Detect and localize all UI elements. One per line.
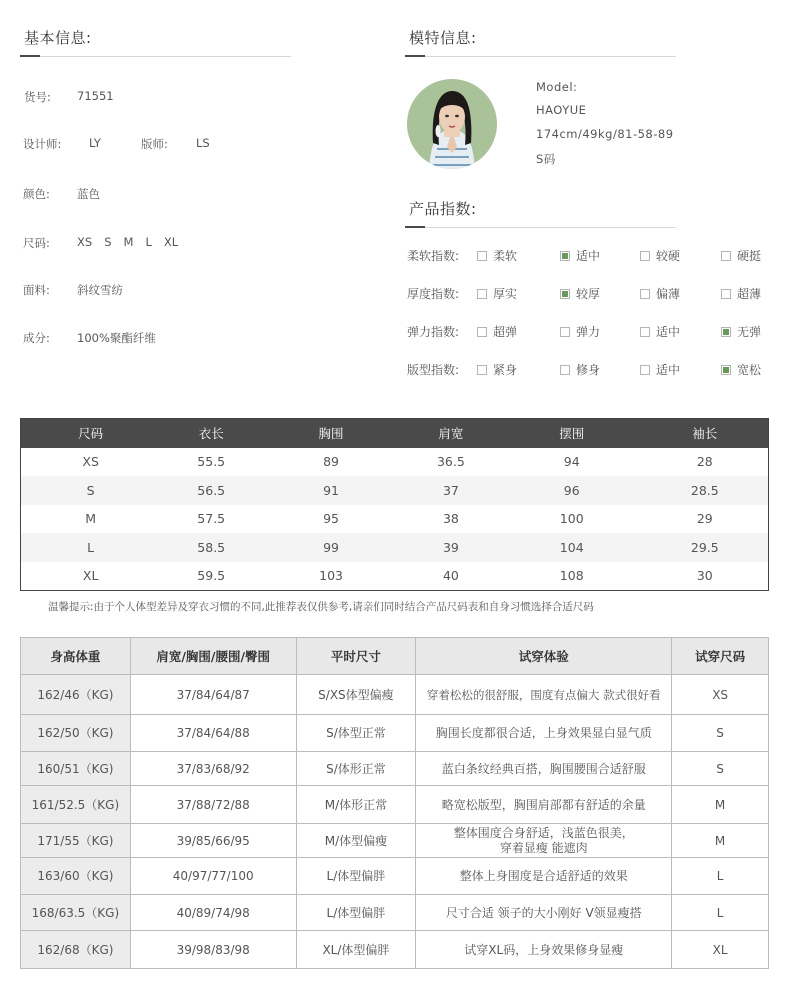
index-option[interactable]: 修身 (560, 361, 600, 378)
table-cell: 104 (502, 533, 642, 562)
table-cell: 40/97/77/100 (130, 858, 296, 895)
checkbox-icon (721, 289, 731, 299)
table-cell: 91 (262, 476, 400, 505)
basic-info-divider (20, 56, 291, 57)
size-label: 尺码: (23, 236, 50, 250)
table-cell: 穿着松松的很舒服，围度有点偏大 款式很好看 (416, 675, 672, 715)
table-cell: 蓝白条纹经典百搭，胸围腰围合适舒服 (416, 752, 672, 786)
composition-value: 100%聚酯纤维 (77, 331, 156, 345)
table-cell: L/体型偏胖 (296, 895, 416, 931)
table-cell: 57.5 (197, 511, 226, 527)
table-cell: L (672, 858, 769, 895)
table-cell: L/体型偏胖 (296, 858, 416, 895)
index-option[interactable]: 超薄 (721, 285, 761, 302)
model-avatar (407, 79, 497, 169)
table-row (21, 476, 769, 505)
model-info-divider (405, 56, 676, 57)
table-cell: 整体围度合身舒适，浅蓝色很美， 穿着显瘦 能遮肉 (416, 824, 672, 858)
pattern-maker-label: 版师: (141, 137, 168, 151)
table-cell: S (21, 476, 161, 505)
checkbox-checked-icon (721, 327, 731, 337)
checkbox-icon (560, 327, 570, 337)
table-cell: 37 (400, 476, 502, 505)
designer-label: 设计师: (23, 137, 62, 151)
table-cell: XL/体型偏胖 (296, 931, 416, 969)
checkbox-checked-icon (560, 251, 570, 261)
table-cell: 94 (563, 454, 580, 470)
color-row (23, 186, 100, 202)
index-option[interactable]: 较厚 (560, 285, 600, 302)
index-label: 厚度指数: (407, 287, 460, 301)
product-index-accent (405, 226, 425, 228)
table-cell: 160/51（KG) (21, 752, 131, 786)
checkbox-icon (640, 327, 650, 337)
checkbox-icon (640, 365, 650, 375)
table-cell: 试穿XL码，上身效果修身显瘦 (416, 931, 672, 969)
column-header: 试穿尺码 (672, 638, 769, 675)
table-cell: 37/88/72/88 (130, 786, 296, 824)
basic-info-title: 基本信息: (24, 29, 92, 47)
table-cell: 108 (559, 568, 584, 583)
index-label: 弹力指数: (407, 325, 460, 339)
model-measurements: 174cm/49kg/81-58-89 (536, 127, 674, 141)
column-header: 袖长 (642, 419, 769, 448)
index-option[interactable]: 适中 (640, 361, 680, 378)
table-row (21, 895, 769, 931)
table-cell: 37/83/68/92 (130, 752, 296, 786)
table-cell: 162/50（KG) (21, 715, 131, 752)
pattern-maker-value: LS (196, 136, 210, 150)
checkbox-icon (560, 365, 570, 375)
model-info-title: 模特信息: (409, 29, 477, 47)
index-option[interactable]: 宽松 (721, 361, 761, 378)
checkbox-icon (477, 327, 487, 337)
table-cell: 37/84/64/87 (130, 675, 296, 715)
composition-label: 成分: (23, 331, 50, 345)
table-cell: XL (672, 931, 769, 969)
table-row (21, 505, 769, 534)
index-row-softness (407, 247, 777, 267)
index-option[interactable]: 厚实 (477, 285, 517, 302)
table-cell: M (672, 786, 769, 824)
table-cell: 58.5 (160, 533, 262, 562)
model-portrait-icon (407, 79, 497, 169)
checkbox-icon (477, 365, 487, 375)
table-cell: M (85, 511, 97, 527)
table-cell: 40/89/74/98 (130, 895, 296, 931)
table-cell: S/体形正常 (296, 752, 416, 786)
table-cell: 28 (696, 454, 713, 470)
table-cell: M/体形正常 (296, 786, 416, 824)
column-header: 肩宽 (400, 419, 502, 448)
table-cell: 36.5 (436, 454, 465, 470)
product-index-title: 产品指数: (409, 200, 477, 218)
table-cell: 胸围长度都很合适，上身效果显白显气质 (416, 715, 672, 752)
composition-row (23, 330, 156, 346)
fabric-row (23, 282, 123, 298)
table-cell: 96 (502, 476, 642, 505)
table-cell: 99 (262, 533, 400, 562)
column-header: 平时尺寸 (296, 638, 416, 675)
table-row (21, 786, 769, 824)
table-cell: 171/55（KG) (21, 824, 131, 858)
color-value: 蓝色 (77, 187, 100, 201)
index-option[interactable]: 较硬 (640, 247, 680, 264)
designer-row (23, 136, 273, 152)
column-header: 身高体重 (21, 638, 131, 675)
checkbox-icon (640, 289, 650, 299)
table-row (21, 562, 769, 591)
table-cell: 168/63.5（KG) (21, 895, 131, 931)
table-cell: 103 (319, 568, 343, 583)
table-cell: 89 (323, 454, 339, 470)
item-no-row (24, 89, 114, 105)
table-cell: 39/98/83/98 (130, 931, 296, 969)
checkbox-checked-icon (721, 365, 731, 375)
table-cell: L (672, 895, 769, 931)
size-row (23, 235, 273, 251)
index-row-thickness (407, 285, 777, 305)
table-cell: 尺寸合适 领子的大小刚好 V领显瘦搭 (416, 895, 672, 931)
table-cell: XL (82, 568, 99, 583)
size-list (77, 235, 190, 249)
column-header: 胸围 (262, 419, 400, 448)
checkbox-icon (721, 251, 731, 261)
column-header: 摆围 (502, 419, 642, 448)
index-option[interactable]: 适中 (560, 247, 600, 264)
table-row (21, 448, 769, 477)
size-option: XS (77, 235, 93, 249)
table-row (21, 824, 769, 858)
index-option[interactable]: 无弹 (721, 323, 761, 340)
product-index-divider (405, 227, 676, 228)
index-option[interactable]: 超弹 (477, 323, 517, 340)
column-header: 衣长 (160, 419, 262, 448)
size-chart-header (21, 419, 769, 448)
checkbox-icon (477, 289, 487, 299)
table-cell: 38 (442, 511, 459, 527)
index-row-elasticity (407, 323, 777, 343)
index-option[interactable]: 适中 (640, 323, 680, 340)
model-name: HAOYUE (536, 103, 587, 117)
table-cell: S (672, 715, 769, 752)
table-cell: 29.5 (642, 533, 769, 562)
index-option[interactable]: 弹力 (560, 323, 600, 340)
table-cell: 59.5 (197, 568, 226, 583)
table-cell: 162/46（KG) (21, 675, 131, 715)
checkbox-icon (477, 251, 487, 261)
table-cell: 30 (696, 568, 713, 583)
column-header: 尺码 (21, 419, 161, 448)
model-info-accent (405, 55, 425, 57)
table-cell: 39 (400, 533, 502, 562)
index-label: 柔软指数: (407, 249, 460, 263)
table-cell: L (21, 533, 161, 562)
checkbox-icon (640, 251, 650, 261)
size-option: S (104, 235, 112, 249)
try-on-table (20, 637, 769, 969)
table-cell: S/体型正常 (296, 715, 416, 752)
index-row-fit (407, 361, 777, 381)
table-row (21, 752, 769, 786)
table-row (21, 931, 769, 969)
table-cell: 37/84/64/88 (130, 715, 296, 752)
index-option[interactable]: 柔软 (477, 247, 517, 264)
size-tip-note: 温馨提示:由于个人体型差异及穿衣习惯的不同,此推荐表仅供参考,请亲们同时结合产品尺码表和自身习惯选择合适尺码 (48, 601, 594, 613)
size-chart-table (20, 418, 769, 591)
model-size: S码 (536, 152, 556, 166)
color-label: 颜色: (23, 187, 50, 201)
table-cell: M (672, 824, 769, 858)
fabric-label: 面料: (23, 283, 50, 297)
checkbox-checked-icon (560, 289, 570, 299)
table-cell: 163/60（KG) (21, 858, 131, 895)
table-row (21, 533, 769, 562)
table-cell: 100 (559, 511, 584, 527)
item-no-value: 71551 (77, 89, 114, 103)
column-header: 试穿体验 (416, 638, 672, 675)
size-option: L (145, 235, 152, 249)
table-cell: 39/85/66/95 (130, 824, 296, 858)
fabric-value: 斜纹雪纺 (77, 283, 123, 297)
try-on-header (21, 638, 769, 675)
table-cell: 56.5 (160, 476, 262, 505)
designer-value: LY (89, 136, 101, 150)
table-cell: XS (82, 454, 99, 470)
index-label: 版型指数: (407, 363, 460, 377)
table-cell: 161/52.5（KG) (21, 786, 131, 824)
table-cell: 28.5 (642, 476, 769, 505)
table-cell: 29 (696, 511, 713, 527)
table-cell: S/XS体型偏瘦 (296, 675, 416, 715)
table-cell: 整体上身围度是合适舒适的效果 (416, 858, 672, 895)
table-cell: M/体型偏瘦 (296, 824, 416, 858)
table-row (21, 858, 769, 895)
table-cell: 略宽松版型，胸围肩部都有舒适的余量 (416, 786, 672, 824)
column-header: 肩宽/胸围/腰围/臀围 (130, 638, 296, 675)
table-cell: XS (672, 675, 769, 715)
index-option[interactable]: 紧身 (477, 361, 517, 378)
table-row (21, 675, 769, 715)
table-cell: S (672, 752, 769, 786)
index-option[interactable]: 硬挺 (721, 247, 761, 264)
size-option: XL (163, 235, 179, 249)
model-label: Model: (536, 80, 578, 94)
table-cell: 55.5 (197, 454, 226, 470)
size-option: M (123, 235, 134, 249)
table-cell: 95 (323, 511, 339, 527)
table-row (21, 715, 769, 752)
table-cell: 162/68（KG) (21, 931, 131, 969)
item-no-label: 货号: (24, 90, 51, 104)
index-option[interactable]: 偏薄 (640, 285, 680, 302)
table-cell: 40 (442, 568, 459, 583)
basic-info-accent (20, 55, 40, 57)
